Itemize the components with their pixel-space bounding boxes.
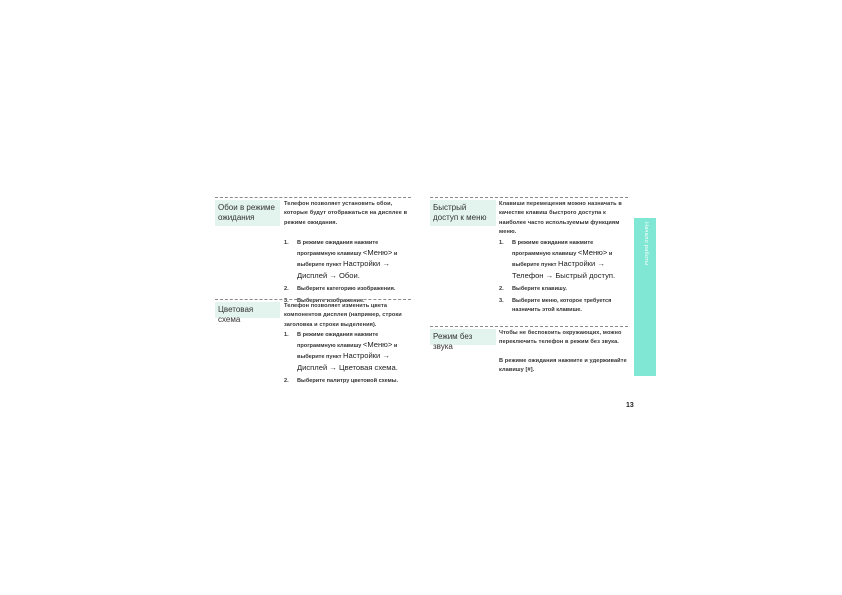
step-number: 2. (284, 285, 289, 292)
section-description: Телефон позволяет установить обои, которые будут отображаться на дисплее в режиме ожидания. (284, 201, 408, 226)
softkey-label: <Меню> (577, 248, 608, 258)
section-divider (215, 197, 411, 198)
step-item (284, 239, 414, 282)
step-text: и выберите пункт (297, 343, 398, 361)
step-number: 3. (499, 298, 504, 305)
section-label-shortcuts: Быстрый доступ к меню (430, 200, 496, 226)
step-number: 3. (284, 298, 289, 305)
step-item (499, 285, 629, 294)
step-item (284, 331, 414, 374)
steps-list (284, 331, 414, 389)
steps-list (499, 239, 629, 318)
menu-path: Настройки → Дисплей → Обои. (297, 259, 390, 280)
softkey-label: <Меню> (362, 340, 393, 350)
step-text: и выберите пункт (297, 251, 398, 269)
chapter-tab (634, 218, 656, 376)
menu-path: Настройки → Телефон → Быстрый доступ. (512, 259, 616, 280)
section-label-color-scheme: Цветовая схема (215, 302, 280, 318)
section-divider (430, 197, 628, 198)
step-text: Выберите палитру цветовой схемы. (297, 377, 399, 384)
step-item (499, 239, 629, 282)
step-number: 1. (284, 332, 289, 338)
section-divider (215, 299, 411, 300)
step-text: Выберите изображение. (297, 298, 365, 305)
step-number: 2. (284, 377, 289, 384)
section-description: Чтобы не беспокоить окружающих, можно переключить телефон в режим без звука. (499, 330, 622, 346)
step-item (284, 377, 414, 386)
step-item (499, 297, 629, 315)
section-description: Телефон позволяет изменить цвета компонентов дисплея (например, строки заголовка и строки выделения). (284, 303, 402, 328)
step-text: Выберите категорию изображения. (297, 285, 396, 292)
step-number: 1. (499, 240, 504, 246)
chapter-tab-label: Начало работы (643, 222, 649, 266)
step-item (284, 285, 414, 294)
step-text: В режиме ожидания нажмите программную клавишу (512, 240, 594, 258)
section-instruction: В режиме ожидания нажмите и удерживайте клавишу [#]. (499, 358, 627, 374)
menu-path: Настройки → Дисплей → Цветовая схема. (297, 351, 398, 372)
step-number: 2. (499, 285, 504, 292)
step-text: Выберите клавишу. (512, 285, 567, 292)
section-description: Клавиши перемещения можно назначать в качестве клавиш быстрого доступа к наиболее часто используемым функциям меню. (499, 201, 622, 235)
softkey-label: <Меню> (362, 248, 393, 258)
section-divider (430, 326, 628, 327)
section-label-wallpaper: Обои в режиме ожидания (215, 200, 280, 226)
step-number: 1. (284, 240, 289, 246)
section-label-silent-mode: Режим без звука (430, 329, 496, 345)
step-text: и выберите пункт (512, 251, 613, 269)
step-text: Выберите меню, которое требуется назначить этой клавише. (512, 298, 612, 314)
step-text: В режиме ожидания нажмите программную клавишу (297, 332, 379, 350)
step-text: В режиме ожидания нажмите программную клавишу (297, 240, 379, 258)
page-number: 13 (626, 402, 634, 409)
